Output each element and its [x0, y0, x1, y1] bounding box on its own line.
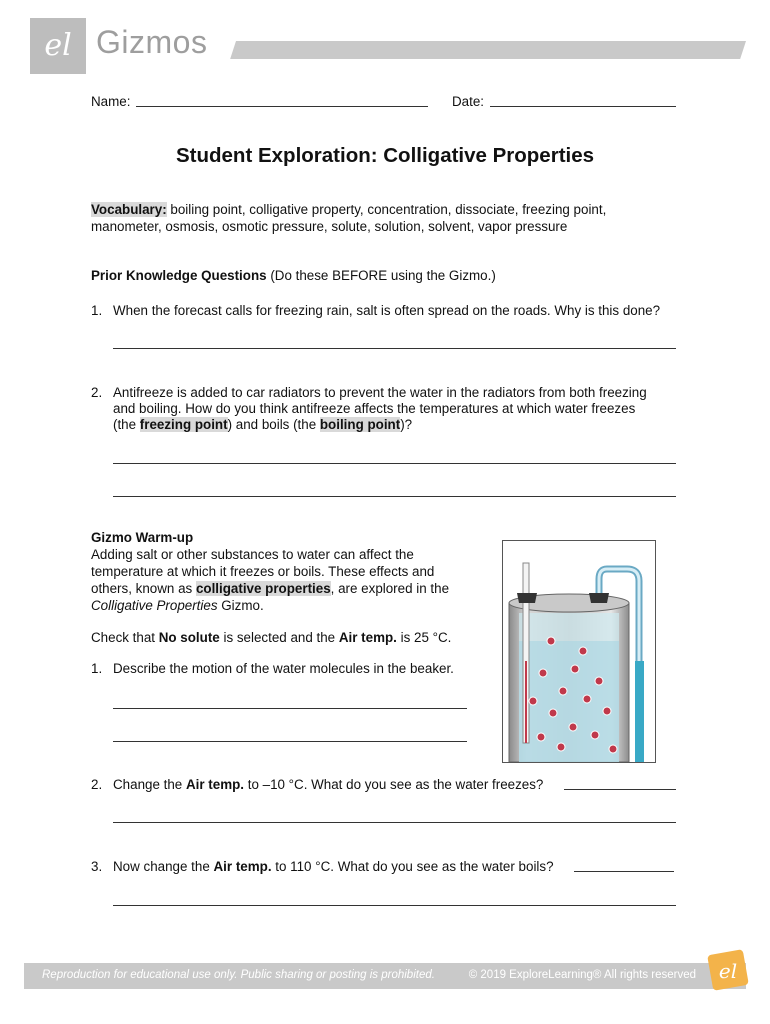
- warmup-q1-answer-2[interactable]: [113, 741, 467, 742]
- warmup-q2-number: 2.: [91, 777, 103, 792]
- beaker-illustration: [502, 540, 656, 763]
- warmup-q1-number: 1.: [91, 661, 103, 676]
- warmup-q2-text: [113, 777, 543, 792]
- q2-text-c: )?: [400, 417, 413, 432]
- vocabulary-label: Vocabulary:: [91, 202, 167, 217]
- warmup-line-3a: others, known as: [91, 581, 196, 596]
- warmup-line-3: [91, 581, 449, 596]
- prior-q1-answer[interactable]: [113, 348, 676, 349]
- logo-mark: el: [44, 28, 72, 63]
- prior-heading-text: Prior Knowledge Questions: [91, 268, 267, 283]
- warmup-check: [91, 630, 451, 645]
- footer-bar: [24, 963, 746, 989]
- vocabulary-text-1: boiling point, colligative property, concentration, dissociate, freezing point,: [166, 202, 607, 217]
- svg-text:el: el: [718, 959, 738, 983]
- footer-notice: Reproduction for educational use only. Public sharing or posting is prohibited.: [42, 969, 435, 981]
- page-title: Student Exploration: Colligative Properties: [175, 144, 595, 167]
- prior-q2-answer-1[interactable]: [113, 463, 676, 464]
- prior-q2-number: 2.: [91, 385, 103, 400]
- q3-a: Now change the: [113, 859, 214, 874]
- warmup-line-1: Adding salt or other substances to water can affect the: [91, 547, 414, 562]
- q2-text-a: (the: [113, 417, 140, 432]
- prior-note: (Do these BEFORE using the Gizmo.): [266, 268, 496, 283]
- check-no-solute: No solute: [158, 630, 220, 645]
- warmup-q3-number: 3.: [91, 859, 103, 874]
- prior-q1-number: 1.: [91, 303, 103, 318]
- check-c: is selected and the: [219, 630, 339, 645]
- q2-a: Change the: [113, 777, 186, 792]
- warmup-q1-answer-1[interactable]: [113, 708, 467, 709]
- vocabulary-line-2: manometer, osmosis, osmotic pressure, solute, solution, solvent, vapor pressure: [91, 219, 568, 234]
- warmup-line-4b: Gizmo.: [217, 598, 264, 613]
- date-field[interactable]: [490, 106, 676, 107]
- prior-q2-line-2: and boiling. How do you think antifreeze affects the temperatures at which water freezes: [113, 401, 636, 416]
- prior-q1-text: When the forecast calls for freezing rain, salt is often spread on the roads. Why is this done?: [113, 303, 661, 318]
- warmup-line-4: [91, 598, 264, 613]
- gizmo-name: Colligative Properties: [91, 598, 218, 613]
- prior-q2-answer-2[interactable]: [113, 496, 676, 497]
- warmup-q3-text: [113, 859, 554, 874]
- check-air-temp: Air temp.: [338, 630, 397, 645]
- term-boiling-point: boiling point: [319, 417, 401, 432]
- beaker-svg: [503, 541, 655, 762]
- prior-q2-line-3: [113, 417, 412, 432]
- warmup-q1-text: Describe the motion of the water molecules in the beaker.: [113, 661, 454, 676]
- q2-c: to –10 °C. What do you see as the water freezes?: [244, 777, 544, 792]
- q3-air-temp: Air temp.: [213, 859, 272, 874]
- footer-copyright: © 2019 ExploreLearning® All rights reserved: [468, 969, 696, 981]
- prior-q2-line-1: Antifreeze is added to car radiators to prevent the water in the radiators from both freezing: [113, 385, 647, 400]
- brand-name: Gizmos: [96, 24, 208, 60]
- header-bar: [230, 41, 746, 59]
- date-label: Date:: [452, 94, 485, 109]
- warmup-q2-answer[interactable]: [113, 822, 676, 823]
- name-label: Name:: [91, 94, 131, 109]
- prior-knowledge-heading: [91, 268, 496, 283]
- term-freezing-point: freezing point: [139, 417, 228, 432]
- check-e: is 25 °C.: [396, 630, 452, 645]
- q3-c: to 110 °C. What do you see as the water boils?: [271, 859, 554, 874]
- warmup-q2-inline-answer[interactable]: [564, 789, 676, 790]
- explorelearning-logo-icon: [706, 948, 750, 992]
- check-a: Check that: [91, 630, 159, 645]
- name-field[interactable]: [136, 106, 428, 107]
- warmup-line-2: temperature at which it freezes or boils. These effects and: [91, 564, 435, 579]
- warmup-line-3b: , are explored in the: [330, 581, 450, 596]
- warmup-q3-answer[interactable]: [113, 905, 676, 906]
- q2-air-temp: Air temp.: [185, 777, 245, 792]
- gizmos-logo: [30, 18, 86, 74]
- term-colligative-properties: colligative properties: [195, 581, 331, 596]
- warmup-heading: Gizmo Warm-up: [91, 530, 194, 545]
- q2-text-b: ) and boils (the: [227, 417, 320, 432]
- warmup-q3-inline-answer[interactable]: [574, 871, 674, 872]
- vocabulary-line-1: [91, 202, 606, 217]
